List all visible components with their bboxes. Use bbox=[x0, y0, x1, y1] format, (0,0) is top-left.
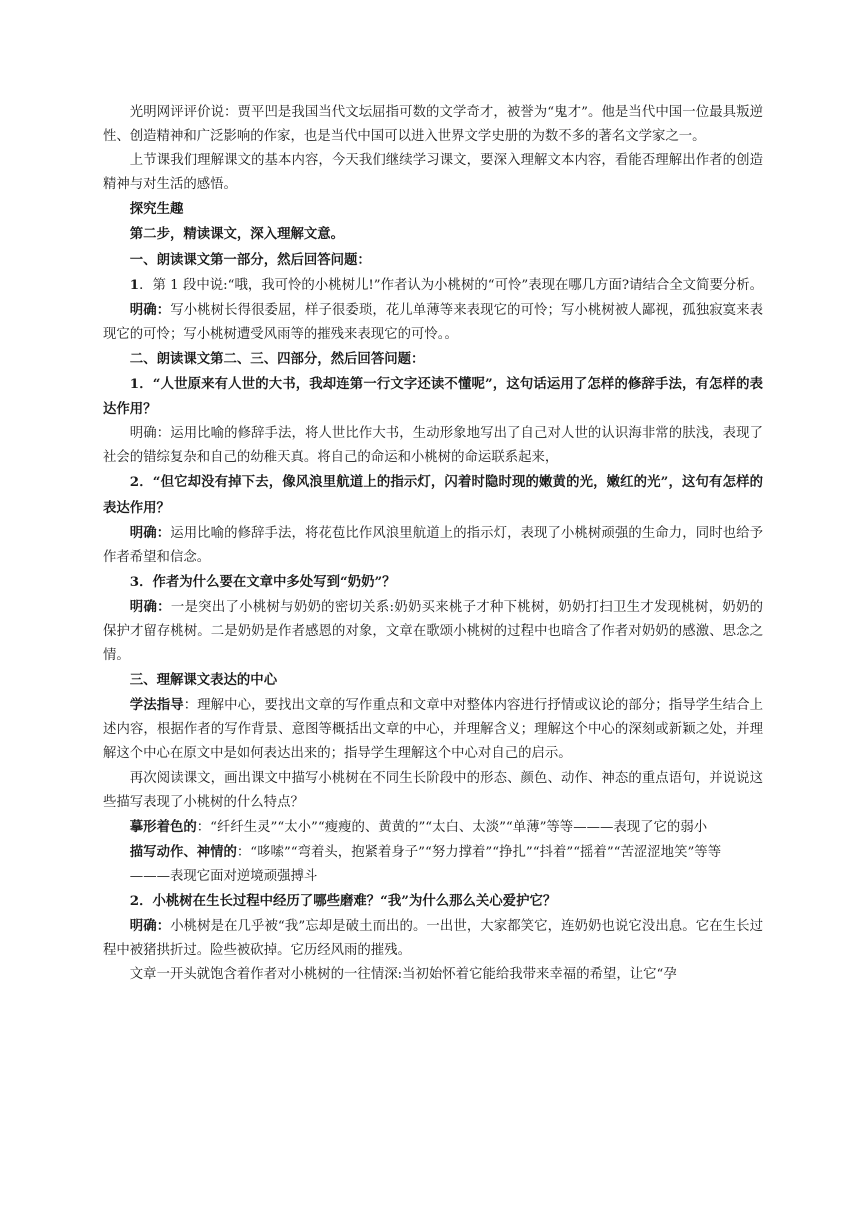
study-guidance bbox=[103, 693, 763, 766]
description-text: ：“纤纤生灵”“太小”“瘦瘦的、黄黄的”“太白、太淡”“单薄”等等———表现了它的弱小 bbox=[196, 819, 708, 835]
question-1 bbox=[103, 273, 763, 298]
description-text: ：“哆嗦”“弯着头，抱紧着身子”“努力撑着”“挣扎”“抖着”“摇着”“苦涩涩地笑”等等 bbox=[236, 844, 722, 860]
description-label: 摹形着色的 bbox=[129, 818, 197, 835]
heading-text: 三、理解课文表达的中心 bbox=[129, 672, 278, 689]
question-text: 2．“但它却没有掉下去，像风浪里航道上的指示灯，闪着时隐时现的嫩黄的光，嫩红的光”，这句有怎样的表达作用？ bbox=[103, 474, 763, 516]
reading-task bbox=[103, 767, 763, 815]
part-one-heading bbox=[103, 248, 763, 273]
action-conclusion bbox=[103, 865, 763, 889]
question-text: 1．“人世原来有人世的大书，我却连第一行文字还读不懂呢”，这句话运用了怎样的修辞手法，有怎样的表达作用？ bbox=[103, 376, 763, 418]
answer-text: 小桃树是在几乎被“我”忘却是破土而出的。一出世，大家都笑它，连奶奶也说它没出息。它在生长过程中被猪拱折过。险些被砍掉。它历经风雨的摧残。 bbox=[103, 919, 763, 959]
guidance-text: ：理解中心，要找出文章的写作重点和文章中对整体内容进行抒情或议论的部分；指导学生结合上述内容，根据作者的写作背景、意图等概括出文章的中心，并理解含义；理解这个中心的深刻或新颖之处，并理解这个中心在原文中是如何表达出来的；指导学生理解这个中心对自己的启示。 bbox=[103, 698, 764, 762]
part-three-heading bbox=[103, 668, 763, 693]
answer-2-2 bbox=[103, 521, 763, 570]
conclusion-text: ———表现它面对逆境顽强搏斗 bbox=[129, 868, 318, 884]
action-expression-description bbox=[103, 840, 763, 865]
guidance-label: 学法指导 bbox=[129, 697, 184, 714]
answer-text: 写小桃树长得很委屈，样子很委琐，花儿单薄等来表现它的可怜；写小桃树被人鄙视，孤独寂寞来表现它的可怜；写小桃树遭受风雨等的摧残来表现它的可怜。。 bbox=[103, 302, 764, 342]
answer-label: 明确： bbox=[129, 598, 171, 615]
question-2-3 bbox=[103, 570, 763, 595]
part-two-heading bbox=[103, 347, 763, 372]
answer-label: 明确： bbox=[129, 301, 171, 318]
paragraph-intro-review bbox=[103, 101, 763, 149]
paragraph-lesson-intro bbox=[103, 149, 763, 197]
task-text: 再次阅读课文，画出课文中描写小桃树在不同生长阶段中的形态、颜色、动作、神态的重点语句，并说说这些描写表现了小桃树的什么特点？ bbox=[103, 770, 763, 810]
answer-2-3 bbox=[103, 595, 763, 668]
question-text: 2．小桃树在生长过程中经历了哪些磨难？“我”为什么那么关心爱护它？ bbox=[129, 893, 557, 909]
answer-label: 明确： bbox=[129, 524, 171, 541]
question-number: 1 bbox=[129, 276, 140, 293]
paragraph-text: 文章一开头就饱含着作者对小桃树的一往情深:当初始怀着它能给我带来幸福的希望，让它“孕 bbox=[129, 967, 677, 983]
paragraph-text: 光明网评评价说：贾平凹是我国当代文坛屈指可数的文学奇才，被誉为“鬼才”。他是当代中国一位最具叛逆性、创造精神和广泛影响的作家，也是当代中国可以进入世界文学史册的为数不多的著名文学家之一。 bbox=[103, 105, 763, 145]
section-heading bbox=[103, 197, 763, 222]
heading-text: 二、朗读课文第二、三、四部分，然后回答问题： bbox=[129, 350, 425, 367]
answer-3-2 bbox=[103, 914, 763, 963]
question-text: 3．作者为什么要在文章中多处写到“奶奶”？ bbox=[129, 573, 396, 590]
paragraph-text: 上节课我们理解课文的基本内容，今天我们继续学习课文，要深入理解文本内容，看能否理解出作者的创造精神与对生活的感悟。 bbox=[103, 153, 763, 193]
heading-text: 一、朗读课文第一部分，然后回答问题： bbox=[129, 251, 371, 268]
question-2-1 bbox=[103, 372, 763, 422]
description-label: 描写动作、神情的 bbox=[129, 843, 237, 860]
heading-text: 第二步，精读课文，深入理解文意。 bbox=[129, 226, 345, 243]
heading-text: 探究生趣 bbox=[129, 201, 184, 218]
answer-label: 明确： bbox=[129, 918, 171, 935]
paragraph-emotion bbox=[103, 963, 763, 987]
question-3-2 bbox=[103, 889, 763, 914]
answer-text: 一是突出了小桃树与奶奶的密切关系:奶奶买来桃子才种下桃树，奶奶打扫卫生才发现桃树，奶奶的保护才留存桃树。二是奶奶是作者感恩的对象，文章在歌颂小桃树的过程中也暗含了作者对奶奶的感激、思念之情。 bbox=[103, 599, 764, 664]
question-text: ．第 1 段中说:“哦，我可怜的小桃树儿!”作者认为小桃树的“可怜”表现在哪几方面?请结合全文简要分析。 bbox=[139, 277, 764, 293]
document-page bbox=[103, 101, 763, 987]
answer-1 bbox=[103, 298, 763, 347]
question-2-2 bbox=[103, 470, 763, 520]
shape-color-description bbox=[103, 815, 763, 840]
answer-text: 运用比喻的修辞手法，将花苞比作风浪里航道上的指示灯，表现了小桃树顽强的生命力，同时也给予作者希望和信念。 bbox=[103, 525, 764, 565]
answer-2-1 bbox=[103, 422, 763, 470]
step-heading bbox=[103, 222, 763, 247]
answer-text: 明确：运用比喻的修辞手法，将人世比作大书，生动形象地写出了自己对人世的认识海非常的肤浅，表现了社会的错综复杂和自己的幼稚天真。将自己的命运和小桃树的命运联系起来， bbox=[103, 426, 763, 466]
